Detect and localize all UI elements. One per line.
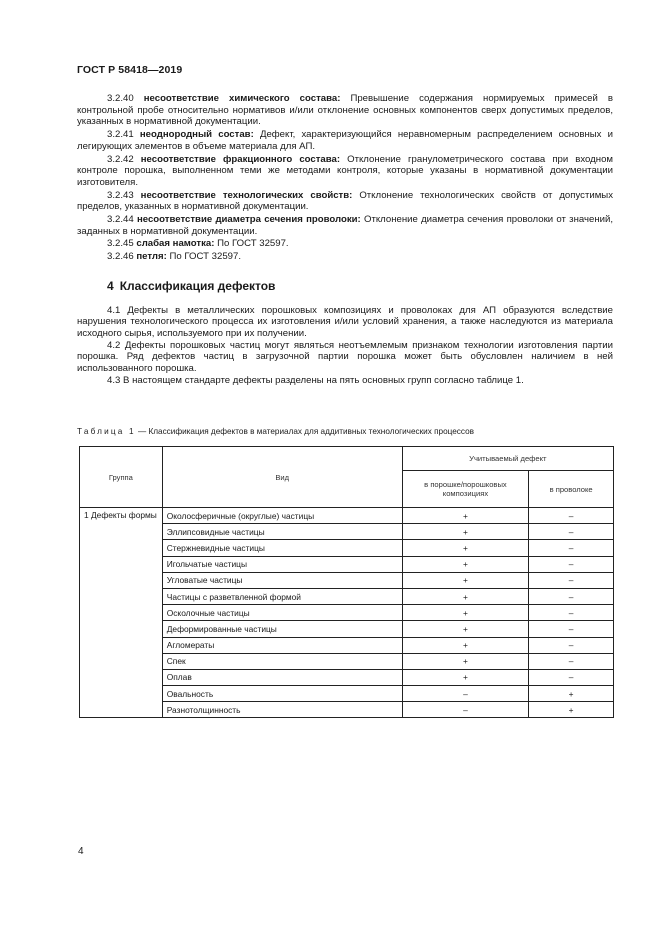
table-body [80,508,614,718]
kind-cell: Агломераты [162,637,402,653]
powder-mark-cell: – [402,686,529,702]
wire-mark-cell: + [529,702,614,718]
paragraph-4-3: 4.3 В настоящем стандарте дефекты разделены на пять основных групп согласно таблице 1. [107,374,524,386]
kind-cell: Разнотолщинность [162,702,402,718]
wire-mark-cell: – [529,556,614,572]
definition-term: слабая намотка: [136,238,215,250]
table-caption-text: — Классификация дефектов в материалах для аддитивных технологических процессов [138,427,474,436]
page-number: 4 [78,846,84,857]
group-cell: 1 Дефекты формы [80,508,163,718]
kind-cell: Стержневидные частицы [162,540,402,556]
definition-number: 3.2.40 [107,93,134,104]
wire-mark-cell: – [529,588,614,604]
powder-mark-cell: + [402,508,529,524]
kind-cell: Угловатые частицы [162,572,402,588]
definition-number: 3.2.45 [107,238,134,250]
kind-cell: Околосферичные (округлые) частицы [162,508,402,524]
powder-mark-cell: + [402,637,529,653]
header-in-powder: в порошке/порошковых композициях [402,471,529,508]
definition-number: 3.2.42 [107,153,134,165]
kind-cell: Эллипсовидные частицы [162,524,402,540]
kind-cell: Спек [162,653,402,669]
definition-item [77,93,613,128]
definition-number: 3.2.41 [107,129,134,141]
powder-mark-cell: + [402,669,529,685]
powder-mark-cell: + [402,572,529,588]
definition-number: 3.2.43 [107,189,134,201]
header-considered-defect: Учитываемый дефект [402,447,613,471]
defects-table [79,446,614,718]
powder-mark-cell: + [402,653,529,669]
definition-term: неоднородный состав: [139,129,254,141]
wire-mark-cell: – [529,508,614,524]
kind-cell: Оплав [162,669,402,685]
powder-mark-cell: – [402,702,529,718]
paragraph-4-2: 4.2 Дефекты порошковых частиц могут являться неотъемлемым признаком технологии изготовления партии порошка. Ряд дефектов частиц в загрузочной партии порошка может быть обусловлен наличием в ней использованного порошка. [77,339,613,375]
wire-mark-cell: + [529,686,614,702]
definition-text: По ГОСТ 32597. [169,251,241,263]
section-number: 4 [107,278,114,293]
definition-item [77,154,613,189]
definition-term: несоответствие химического состава: [143,93,341,104]
definition-number: 3.2.44 [107,214,134,226]
kind-cell: Осколочные частицы [162,605,402,621]
definition-text: Отклонение гранулометрического состава при входном контроле порошка, выполненном теми же методами контроля, которые указаны в нормативной документации изготовителя. [77,153,613,188]
definition-number: 3.2.46 [107,251,134,263]
definition-item [77,190,613,213]
definition-item [77,238,613,250]
document-code: ГОСТ Р 58418—2019 [77,64,183,76]
section-heading [107,278,613,293]
powder-mark-cell: + [402,588,529,604]
definition-term: несоответствие диаметра сечения проволоки: [136,214,361,226]
header-in-wire: в проволоке [529,471,614,508]
page-content [77,93,613,386]
wire-mark-cell: – [529,572,614,588]
definition-text: Дефект, характеризующийся неравномерным распределением основных и легирующих элементов в объеме материала для АП. [77,129,613,152]
kind-cell: Деформированные частицы [162,621,402,637]
wire-mark-cell: – [529,524,614,540]
table-caption [77,427,617,436]
definition-term: петля: [136,251,167,263]
definition-item [77,129,613,152]
definition-text: По ГОСТ 32597. [217,238,289,250]
section-title: Классификация дефектов [119,278,276,293]
wire-mark-cell: – [529,653,614,669]
kind-cell: Овальность [162,686,402,702]
definition-item [77,251,613,263]
definition-text: Отклонение технологических свойств от допустимых пределов, указанных в нормативной документации. [77,189,613,213]
definition-term: несоответствие фракционного состава: [140,153,341,165]
powder-mark-cell: + [402,540,529,556]
definition-item [77,214,613,237]
wire-mark-cell: – [529,669,614,685]
definition-text: Превышение содержания нормируемых примесей в контрольной пробе относительно нормативов и/или отклонение основных компонентов сверх допустимых пределов, указанных в нормативной документации. [77,93,613,128]
wire-mark-cell: – [529,637,614,653]
kind-cell: Частицы с разветвленной формой [162,588,402,604]
definition-term: несоответствие технологических свойств: [140,189,353,201]
definitions-list [77,93,613,263]
powder-mark-cell: + [402,621,529,637]
wire-mark-cell: – [529,605,614,621]
wire-mark-cell: – [529,621,614,637]
table-caption-label: Таблица 1 [77,427,136,436]
powder-mark-cell: + [402,556,529,572]
powder-mark-cell: + [402,524,529,540]
kind-cell: Игольчатые частицы [162,556,402,572]
header-group: Группа [80,447,163,508]
powder-mark-cell: + [402,605,529,621]
definition-text: Отклонение диаметра сечения проволоки от значений, заданных в нормативной документации. [77,214,614,237]
table-row [80,508,614,524]
header-kind: Вид [162,447,402,508]
wire-mark-cell: – [529,540,614,556]
paragraph-4-1: 4.1 Дефекты в металлических порошковых композициях и проволоках для АП образуются вследствие нарушения технологического процесса их изготовления и/или условий хранения, а также наследуются из материала исходного сырья, используемого при их получении. [77,304,613,339]
